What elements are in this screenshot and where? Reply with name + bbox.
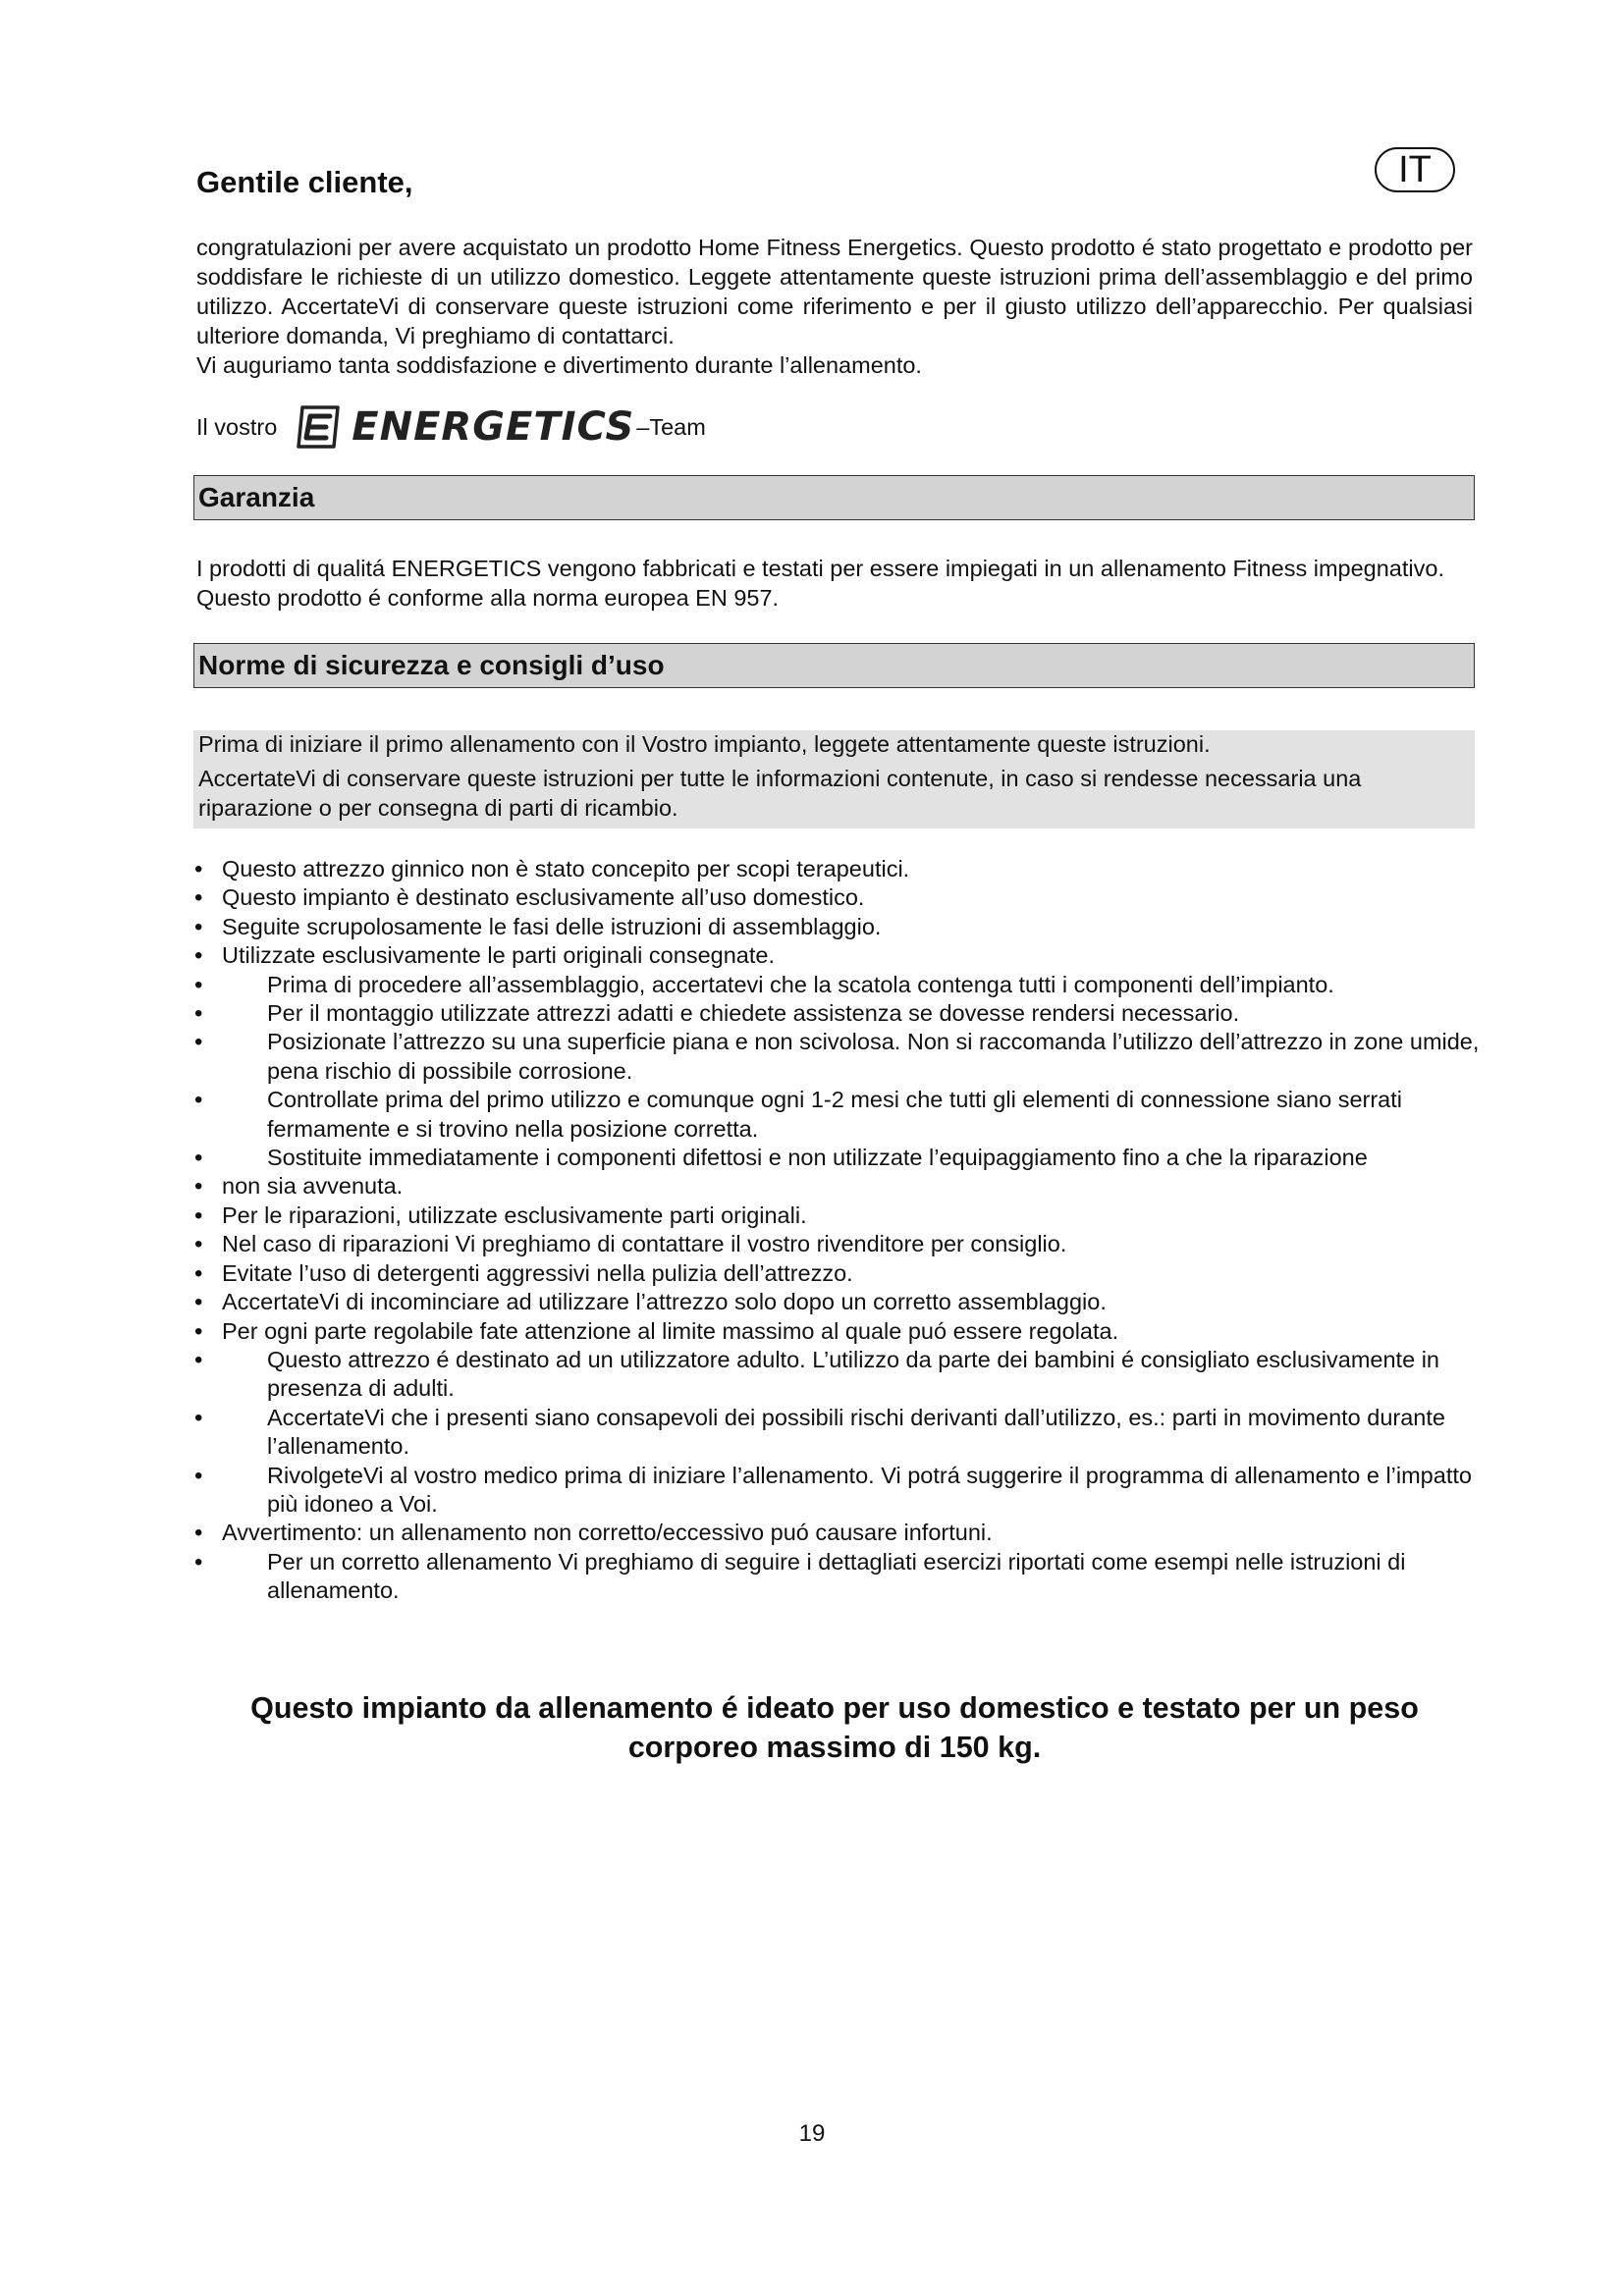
list-item	[194, 1288, 1481, 1316]
signature	[196, 404, 706, 450]
list-item	[194, 1230, 1481, 1258]
bullet-icon: •	[194, 971, 203, 998]
list-item-text: Questo attrezzo ginnico non è stato concepito per scopi terapeutici.	[222, 856, 910, 881]
bullet-icon: •	[194, 1259, 203, 1287]
list-item	[194, 1028, 1481, 1086]
closing-line-1: Questo impianto da allenamento é ideato per uso domestico e testato per un peso	[250, 1691, 1419, 1725]
list-item-text: Nel caso di riparazioni Vi preghiamo di contattare il vostro rivenditore per consiglio.	[222, 1231, 1067, 1257]
signature-suffix: –Team	[636, 413, 706, 440]
signature-prefix: Il vostro	[196, 413, 278, 440]
list-item	[194, 1519, 1481, 1547]
list-item-text: AccertateVi di incominciare ad utilizzare l’attrezzo solo dopo un corretto assemblaggio.	[222, 1289, 1107, 1315]
list-item-text: Per ogni parte regolabile fate attenzione al limite massimo al quale puó essere regolata.	[222, 1317, 1119, 1344]
list-item	[194, 1404, 1481, 1462]
list-item-text: Prima di procedere all’assemblaggio, accertatevi che la scatola contenga tutti i componenti dell’impianto.	[267, 971, 1334, 997]
bullet-icon: •	[194, 1173, 203, 1201]
energetics-logo-word: ENERGETICS	[352, 404, 635, 450]
list-item	[194, 1201, 1481, 1230]
bullet-icon: •	[194, 942, 203, 970]
guarantee-title: Garanzia	[198, 482, 315, 512]
bullet-icon: •	[194, 913, 203, 940]
bullet-icon: •	[194, 884, 203, 912]
greeting-heading: Gentile cliente,	[196, 165, 413, 199]
safety-notice-line-1: Prima di iniziare il primo allenamento con il Vostro impianto, leggete attentamente queste istruzioni.	[198, 731, 1211, 757]
bullet-icon: •	[194, 856, 203, 882]
guarantee-text: I prodotti di qualitá ENERGETICS vengono fabbricati e testati per essere impiegati in un allenamento Fitness impegnativo. Questo prodotto é conforme alla norma europea EN 957.	[196, 556, 1444, 611]
bullet-icon: •	[194, 1520, 203, 1547]
list-item-text: Avvertimento: un allenamento non corretto/eccessivo puó causare infortuni.	[222, 1520, 993, 1546]
bullet-icon: •	[194, 1404, 203, 1431]
closing-statement	[196, 1688, 1473, 1767]
bullet-icon: •	[194, 1346, 203, 1373]
list-item-text: RivolgeteVi al vostro medico prima di iniziare l’allenamento. Vi potrá suggerire il programma di allenamento e l’impatto più idoneo a Voi.	[267, 1462, 1472, 1517]
bullet-icon: •	[194, 1289, 203, 1316]
list-item-text: Evitate l’uso di detergenti aggressivi nella pulizia dell’attrezzo.	[222, 1259, 853, 1286]
list-item-text: Questo impianto è destinato esclusivamente all’uso domestico.	[222, 884, 865, 911]
list-item	[194, 1172, 1481, 1201]
safety-notice-line-2: AccertateVi di conservare queste istruzioni per tutte le informazioni contenute, in caso si rendesse necessaria una riparazione o per consegna di parti di ricambio.	[198, 766, 1362, 821]
safety-title: Norme di sicurezza e consigli d’uso	[198, 650, 665, 680]
list-item-text: Seguite scrupolosamente le fasi delle istruzioni di assemblaggio.	[222, 913, 882, 939]
energetics-logo	[293, 404, 634, 450]
closing-line-2: corporeo massimo di 150 kg.	[627, 1731, 1042, 1764]
intro-wish: Vi auguriamo tanta soddisfazione e divertimento durante l’allenamento.	[196, 352, 922, 378]
list-item-text: Per un corretto allenamento Vi preghiamo di seguire i dettagliati esercizi riportati come esempi nelle istruzioni di allenamento.	[267, 1548, 1406, 1604]
list-item	[194, 1548, 1481, 1606]
list-item	[194, 999, 1481, 1028]
list-item-text: Questo attrezzo é destinato ad un utilizzatore adulto. L’utilizzo da parte dei bambini é consigliato esclusivamente in presenza di adulti.	[267, 1346, 1439, 1402]
safety-rules-list	[194, 855, 1481, 1606]
list-item	[194, 971, 1481, 999]
bullet-icon: •	[194, 1201, 203, 1229]
list-item-text: Per il montaggio utilizzate attrezzi adatti e chiedete assistenza se dovesse rendersi necessario.	[267, 1000, 1240, 1027]
list-item	[194, 1346, 1481, 1404]
list-item	[194, 855, 1481, 883]
bullet-icon: •	[194, 1000, 203, 1028]
list-item	[194, 1462, 1481, 1520]
bullet-icon: •	[194, 1548, 203, 1575]
list-item-text: Utilizzate esclusivamente le parti originali consegnate.	[222, 942, 775, 969]
bullet-icon: •	[194, 1317, 203, 1345]
list-item	[194, 883, 1481, 912]
list-item	[194, 1086, 1481, 1144]
intro-text	[196, 233, 1473, 380]
list-item-text: AccertateVi che i presenti siano consapevoli dei possibili rischi derivanti dall’utilizzo, es.: parti in movimento durante l’allenamento.	[267, 1404, 1445, 1460]
list-item	[194, 1259, 1481, 1288]
intro-paragraph: congratulazioni per avere acquistato un prodotto Home Fitness Energetics. Questo prodotto é stato progettato e prodotto per soddisfare le richieste di un utilizzo domestico. Leggete attentamente queste istruzioni prima dell’assemblaggio e del primo utilizzo. AccertateVi di conservare queste istruzioni come riferimento e per il giusto utilizzo dell’apparecchio. Per qualsiasi ulteriore domanda, Vi preghiamo di contattarci.	[196, 235, 1473, 348]
bullet-icon: •	[194, 1087, 203, 1114]
list-item	[194, 1144, 1481, 1172]
bullet-icon: •	[194, 1462, 203, 1489]
list-item-text: Per le riparazioni, utilizzate esclusivamente parti originali.	[222, 1201, 807, 1228]
bullet-icon: •	[194, 1145, 203, 1172]
list-item-text: Posizionate l’attrezzo su una superficie piana e non scivolosa. Non si raccomanda l’utilizzo dell’attrezzo in zone umide, pena rischio di possibile corrosione.	[267, 1029, 1480, 1084]
list-item-text: non sia avvenuta.	[222, 1173, 404, 1200]
bullet-icon: •	[194, 1231, 203, 1258]
safety-notice-box	[193, 730, 1475, 828]
list-item	[194, 1317, 1481, 1346]
page-number: 19	[798, 2120, 826, 2147]
list-item	[194, 941, 1481, 970]
guarantee-section-header	[193, 475, 1475, 520]
list-item-text: Sostituite immediatamente i componenti difettosi e non utilizzate l’equipaggiamento fino a che la riparazione	[267, 1145, 1368, 1171]
language-badge: IT	[1375, 147, 1455, 192]
list-item	[194, 913, 1481, 941]
bullet-icon: •	[194, 1029, 203, 1056]
safety-section-header	[193, 643, 1475, 688]
list-item-text: Controllate prima del primo utilizzo e comunque ogni 1-2 mesi che tutti gli elementi di connessione siano serrati fermamente e si trovino nella posizione corretta.	[267, 1087, 1402, 1142]
energetics-logo-mark-icon	[293, 404, 344, 450]
